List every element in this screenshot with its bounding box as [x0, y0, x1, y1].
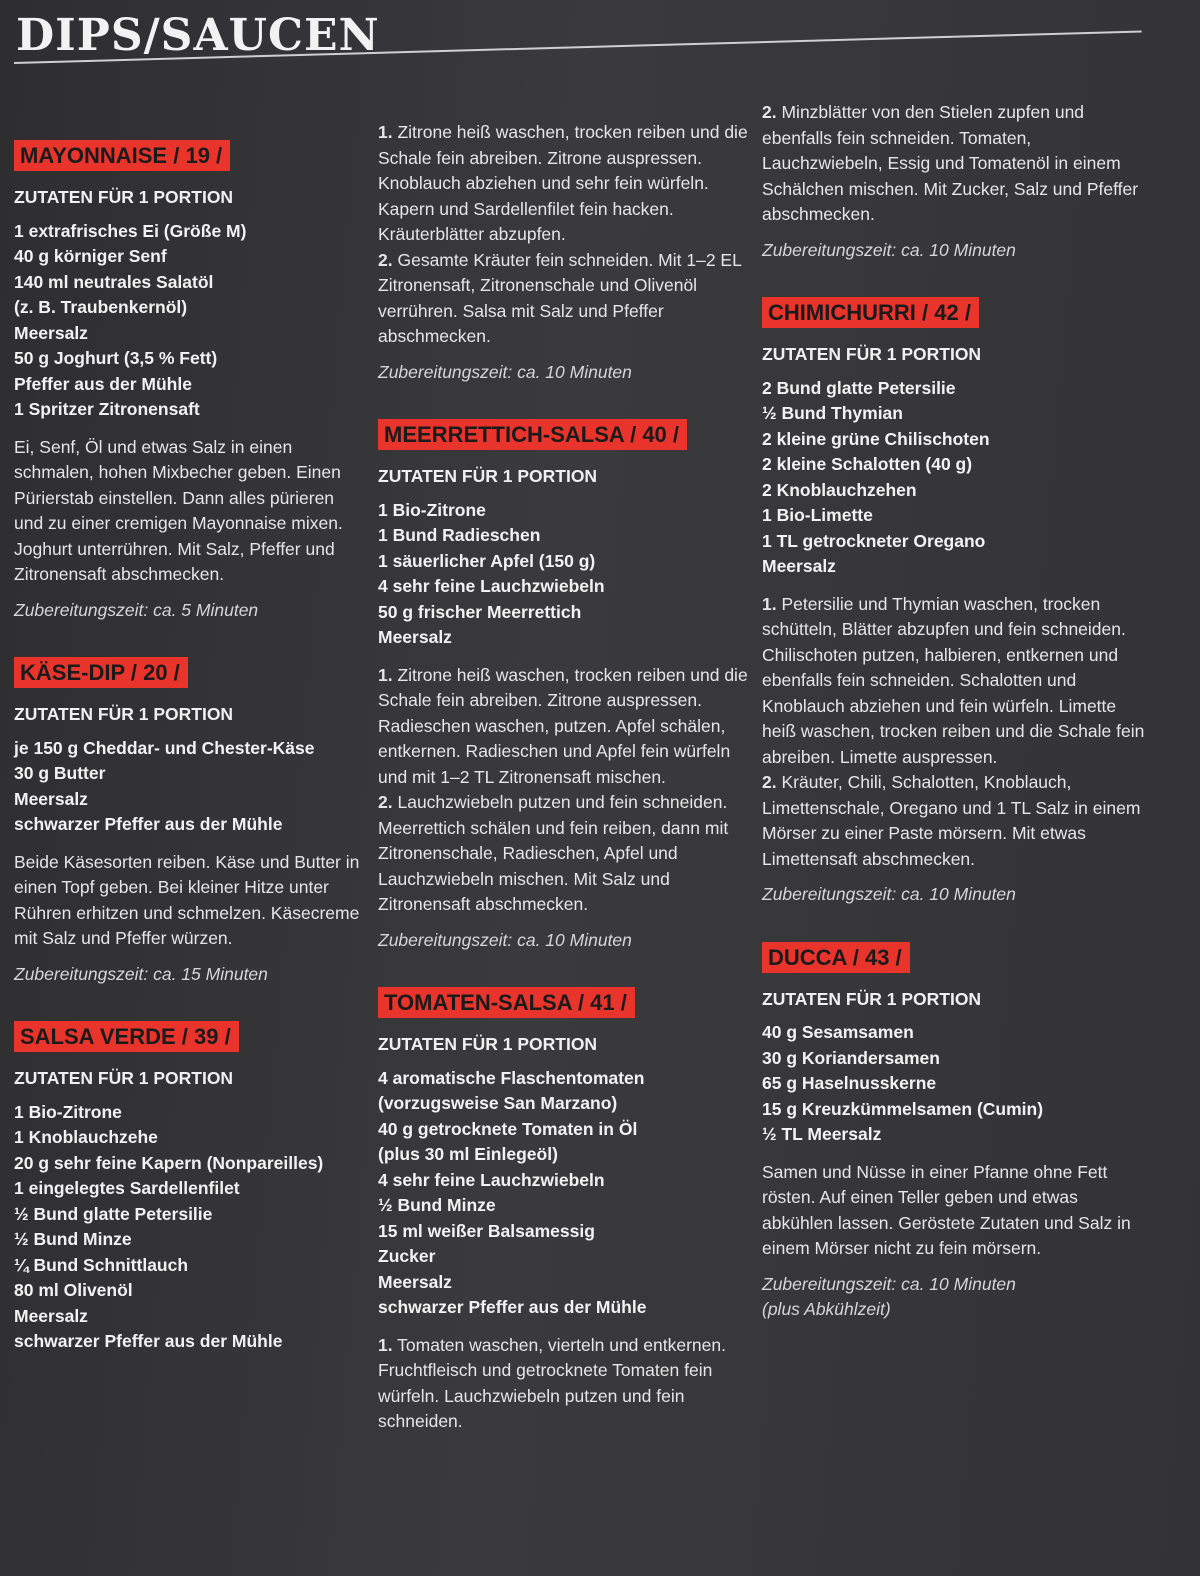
column-1	[14, 140, 364, 1389]
ingredient-item: 20 g sehr feine Kapern (Nonpareilles)	[14, 1152, 324, 1173]
ingredient-item: 40 g getrocknete Tomaten in Öl	[378, 1118, 638, 1139]
recipe-heading	[14, 1021, 239, 1052]
ingredient-item: 2 kleine grüne Chilischoten	[762, 428, 990, 449]
ingredient-item: 2 Bund glatte Petersilie	[762, 377, 956, 398]
ingredient-item: ¼ Bund Schnittlauch	[14, 1254, 189, 1275]
page-reference: / 39 /	[181, 1024, 231, 1049]
recipe-heading	[378, 419, 687, 450]
ingredients-heading: ZUTATEN FÜR 1 PORTION	[762, 344, 982, 364]
step-number: 1.	[378, 122, 393, 142]
instructions: Beide Käsesorten reiben. Käse und Butter in einen Topf geben. Bei kleiner Hitze unter Rühren erhitzen und schmelzen. Käsecreme mit Salz und Pfeffer würzen.	[14, 851, 360, 948]
ingredient-item: (vorzugsweise San Marzano)	[378, 1093, 618, 1113]
ingredient-item: schwarzer Pfeffer aus der Mühle	[378, 1297, 647, 1317]
ingredient-item: 4 aromatische Flaschentomaten	[378, 1067, 645, 1088]
ingredient-item: Meersalz	[378, 627, 452, 647]
ingredient-item: 1 Bund Radieschen	[378, 525, 541, 545]
instruction-step-1	[378, 120, 748, 248]
step-number: 1.	[378, 1334, 393, 1355]
ingredient-item: Meersalz	[378, 1271, 452, 1292]
ingredient-item: schwarzer Pfeffer aus der Mühle	[14, 814, 283, 834]
instructions: Samen und Nüsse in einer Pfanne ohne Fett rösten. Auf einen Teller geben und etwas abkühlen lassen. Geröstete Zutaten und Salz in einem Mörser nicht zu fein mörsern.	[762, 1161, 1131, 1258]
ingredients-heading: ZUTATEN FÜR 1 PORTION	[378, 1034, 598, 1054]
prep-time: Zubereitungszeit: ca. 10 Minuten	[762, 239, 1016, 260]
ingredient-item: 1 Bio-Zitrone	[14, 1101, 122, 1122]
instruction-step-1	[378, 1333, 748, 1435]
ingredient-item: 1 Knoblauchzehe	[14, 1127, 158, 1147]
ingredient-item: 30 g Koriandersamen	[762, 1047, 940, 1068]
recipe-heading	[762, 942, 910, 973]
recipe-meerrettich-salsa	[378, 419, 748, 953]
column-2	[378, 120, 748, 1469]
ingredient-item: ½ Bund glatte Petersilie	[14, 1203, 213, 1224]
prep-time-line-1: Zubereitungszeit: ca. 10 Minuten	[762, 1273, 1016, 1294]
ingredient-item: ½ TL Meersalz	[762, 1124, 882, 1144]
ingredient-item: 1 säuerlicher Apfel (150 g)	[378, 550, 596, 571]
recipe-title: MEERRETTICH-SALSA	[384, 422, 624, 447]
ingredient-item: 4 sehr feine Lauchzwiebeln	[378, 1169, 605, 1190]
step-number: 1.	[762, 593, 777, 614]
step-text: Tomaten waschen, vierteln und entkernen. Fruchtfleisch und getrocknete Tomaten fein würfeln. Lauchzwiebeln putzen und fein schneiden.	[378, 1334, 726, 1431]
ingredient-item: 2 kleine Schalotten (40 g)	[762, 454, 973, 474]
ingredient-item: Meersalz	[762, 556, 836, 576]
ingredient-list	[14, 1100, 364, 1355]
recipe-ducca	[762, 942, 1147, 1323]
recipe-tomaten-salsa	[378, 987, 748, 1435]
recipe-title: TOMATEN-SALSA	[384, 990, 572, 1015]
step-text: Zitrone heiß waschen, trocken reiben und die Schale fein abreiben. Zitrone auspressen. Radieschen waschen, putzen. Apfel schälen, entkernen. Radieschen und Apfel fein würfeln und mit 1–2 TL Zitronensaft mischen.	[378, 664, 748, 787]
ingredient-item: 40 g Sesamsamen	[762, 1022, 914, 1042]
step-text: Zitrone heiß waschen, trocken reiben und die Schale fein abreiben. Zitrone auspressen. Knoblauch abziehen und sehr fein würfeln. Kapern und Sardellenfilet fein hacken. Kräuterblätter abzupfen.	[378, 122, 748, 244]
recipe-heading	[762, 297, 979, 328]
ingredients-heading: ZUTATEN FÜR 1 PORTION	[762, 988, 982, 1009]
ingredients-heading: ZUTATEN FÜR 1 PORTION	[378, 466, 598, 486]
ingredient-item: 15 g Kreuzkümmelsamen (Cumin)	[762, 1098, 1044, 1119]
ingredient-item: 2 Knoblauchzehen	[762, 479, 917, 500]
ingredient-item: schwarzer Pfeffer aus der Mühle	[14, 1331, 283, 1351]
page-reference: / 41 /	[577, 990, 627, 1015]
ingredient-item: 65 g Haselnusskerne	[762, 1073, 937, 1093]
ingredient-list	[14, 219, 364, 423]
step-text: Gesamte Kräuter fein schneiden. Mit 1–2 EL Zitronensaft, Zitronenschale und Olivenöl verrühren. Salsa mit Salz und Pfeffer abschmecken.	[378, 249, 742, 346]
prep-time-line-2: (plus Abkühlzeit)	[762, 1299, 891, 1319]
recipe-mayonnaise	[14, 140, 364, 623]
recipe-tomaten-salsa-continued	[762, 100, 1147, 263]
instruction-step-1	[762, 592, 1147, 771]
step-number: 1.	[378, 664, 393, 685]
step-number: 2.	[378, 792, 393, 812]
prep-time: Zubereitungszeit: ca. 10 Minuten	[378, 929, 632, 950]
ingredient-item: 4 sehr feine Lauchzwiebeln	[378, 576, 605, 596]
step-number: 2.	[762, 772, 777, 792]
ingredient-item: 30 g Butter	[14, 763, 106, 783]
step-text: Petersilie und Thymian waschen, trocken schütteln, Blätter abzupfen und fein schneiden. Chilischoten putzen, halbieren, entkernen und ebenfalls fein schneiden. Schalotten und Knoblauch abziehen und fein würfeln. Limette heiß waschen, trocken reiben und die Schale fein abreiben. Limette auspressen.	[762, 593, 1145, 767]
recipe-salsa-verde-continued	[378, 120, 748, 385]
instruction-step-2	[762, 100, 1147, 228]
page-reference: / 42 /	[922, 300, 971, 325]
page-reference: / 43 /	[852, 944, 902, 970]
ingredient-item: 50 g Joghurt (3,5 % Fett)	[14, 348, 218, 368]
ingredient-list	[378, 498, 748, 651]
recipe-title: MAYONNAISE	[20, 143, 168, 168]
ingredient-item: 80 ml Olivenöl	[14, 1280, 133, 1300]
recipe-title: KÄSE-DIP	[20, 660, 125, 685]
ingredient-item: Meersalz	[14, 1305, 88, 1326]
ingredient-item: 1 Bio-Zitrone	[378, 499, 486, 520]
recipe-title: DUCCA	[768, 944, 847, 970]
recipe-chimichurri	[762, 297, 1147, 908]
ingredient-item: 1 eingelegtes Sardellenfilet	[14, 1178, 240, 1198]
ingredient-item: Meersalz	[14, 788, 88, 809]
recipe-title: SALSA VERDE	[20, 1024, 176, 1049]
ingredient-item: 1 Spritzer Zitronensaft	[14, 399, 200, 419]
ingredient-item: ½ Bund Minze	[14, 1229, 132, 1249]
recipe-title: CHIMICHURRI	[768, 300, 916, 325]
instruction-step-2	[762, 770, 1147, 872]
prep-time: Zubereitungszeit: ca. 10 Minuten	[762, 884, 1016, 904]
recipe-heading	[378, 987, 635, 1018]
prep-time: Zubereitungszeit: ca. 15 Minuten	[14, 963, 268, 984]
ingredient-item: ½ Bund Minze	[378, 1195, 496, 1215]
instruction-step-2	[378, 248, 748, 350]
ingredient-item: ½ Bund Thymian	[762, 403, 903, 423]
page-reference: / 40 /	[630, 422, 680, 447]
ingredient-item: Meersalz	[14, 322, 88, 343]
step-text: Lauchzwiebeln putzen und fein schneiden. Meerrettich schälen und fein reiben, dann mit Zitronenschale, Radieschen, Apfel und Lauchzwiebeln mischen. Mit Salz und Zitronensaft abschmecken.	[378, 792, 729, 914]
step-text: Kräuter, Chili, Schalotten, Knoblauch, Limettenschale, Oregano und 1 TL Salz in einem Mörser zu einer Paste mörsern. Mit etwas Limettensaft abschmecken.	[762, 772, 1141, 869]
instruction-step-2	[378, 790, 748, 918]
prep-time	[762, 1272, 1147, 1323]
prep-time: Zubereitungszeit: ca. 5 Minuten	[14, 599, 259, 620]
ingredient-item: 15 ml weißer Balsamessig	[378, 1220, 595, 1241]
page-reference: / 20 /	[130, 660, 180, 685]
recipe-salsa-verde	[14, 1021, 364, 1355]
ingredient-item: 50 g frischer Meerrettich	[378, 601, 582, 622]
ingredient-item: (z. B. Traubenkernöl)	[14, 297, 188, 317]
prep-time: Zubereitungszeit: ca. 10 Minuten	[378, 361, 632, 382]
step-text: Minzblätter von den Stielen zupfen und ebenfalls fein schneiden. Tomaten, Lauchzwiebeln, Essig und Tomatenöl in einem Schälchen mischen. Mit Zucker, Salz und Pfeffer abschmecken.	[762, 102, 1139, 224]
recipe-heading	[14, 140, 230, 171]
instruction-step-1	[378, 663, 748, 791]
ingredient-item: 140 ml neutrales Salatöl	[14, 271, 214, 292]
recipe-heading	[14, 657, 188, 688]
page-reference: / 19 /	[173, 143, 223, 168]
ingredient-item: je 150 g Cheddar- und Chester-Käse	[14, 737, 315, 758]
ingredient-item: (plus 30 ml Einlegeöl)	[378, 1144, 558, 1164]
ingredient-item: Zucker	[378, 1246, 436, 1266]
instructions: Ei, Senf, Öl und etwas Salz in einen schmalen, hohen Mixbecher geben. Einen Pürierstab einstellen. Dann alles pürieren und zu einer cremigen Mayonnaise mixen. Joghurt unterrühren. Mit Salz, Pfeffer und Zitronensaft abschmecken.	[14, 436, 343, 584]
ingredients-heading: ZUTATEN FÜR 1 PORTION	[14, 704, 234, 724]
ingredient-item: 1 TL getrockneter Oregano	[762, 530, 986, 551]
ingredient-list	[762, 1020, 1147, 1148]
ingredients-heading: ZUTATEN FÜR 1 PORTION	[14, 187, 234, 207]
ingredient-item: 1 extrafrisches Ei (Größe M)	[14, 220, 247, 241]
ingredient-item: Pfeffer aus der Mühle	[14, 373, 192, 394]
ingredient-list	[378, 1066, 748, 1321]
ingredient-item: 1 Bio-Limette	[762, 505, 873, 525]
ingredient-item: 40 g körniger Senf	[14, 246, 167, 266]
step-number: 2.	[762, 102, 777, 122]
ingredient-list	[762, 376, 1147, 580]
step-number: 2.	[378, 249, 393, 270]
ingredients-heading: ZUTATEN FÜR 1 PORTION	[14, 1068, 234, 1088]
ingredient-list	[14, 736, 364, 838]
recipe-kaese-dip	[14, 657, 364, 987]
page-title: DIPS/SAUCEN	[16, 10, 380, 61]
column-3	[762, 100, 1147, 1357]
